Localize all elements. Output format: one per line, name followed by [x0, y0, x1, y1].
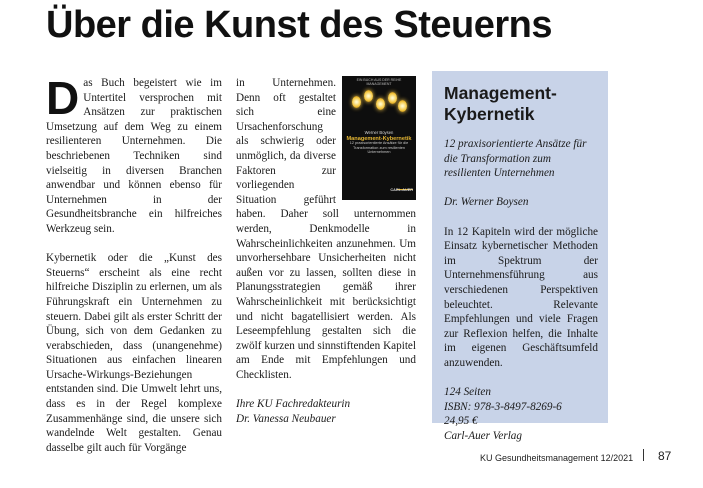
article-paragraph-2-continued-text: in Unternehmen. Denn oft gestaltet sich eine Ursachenforschung als schwierig oder unmöglich, da diverse Faktoren zur vorliegenden Situation geführt haben. Daher soll unternommen werden, Denkmodelle in Wahrscheinlichkeiten anzunehmen. Um unvorhersehbare Unsicherheiten nicht außen vor zu lassen, sollten diese in Planungsstrategien gemäß ihrer Wahrscheinlichkeit mit berücksichtigt und nicht bagatellisiert werden. Als Leseempfehlung gestalten sich die zwölf kurzen und sinnstiftenden Kapitel am Ende mit Empfehlungen und Checklisten. — [236, 77, 416, 381]
article-column-1 — [46, 72, 222, 470]
article-column-2 — [236, 76, 416, 426]
book-cover-image — [342, 76, 416, 200]
drop-cap: D — [46, 72, 80, 124]
signature — [236, 397, 416, 426]
page-title: Über die Kunst des Steuerns — [46, 4, 552, 46]
signature-name: Dr. Vanessa Neubauer — [236, 412, 336, 425]
book-price: 24,95 € — [444, 415, 478, 428]
book-description: In 12 Kapiteln wird der mögliche Einsatz kybernetischer Methoden im Spektrum der Unternehmensführung aus verschiedenen Perspektiven beleuchtet. Relevante Empfehlungen und viele Fragen zur Reflexion helfen, die Inhalte im eigenen Geschäftsumfeld anzuwenden. — [444, 225, 598, 369]
article-paragraph-2-text: Kybernetik oder die „Kunst des Steuerns“ erscheint als eine recht hilfreiche Disziplin zu erlernen, um als Führungskraft ein Unternehmen zu steuern. Dabei gilt als erster Schritt der Übung, sich von dem Gedanken zu verabschieden, dass (unangenehme) Situationen aus einfachen linearen Ursache-Wirkungs-Beziehungen entstanden sind. Die Umwelt lehrt uns, dass es in der Regel komplexe Zusammenhänge sind, die unsere sich wandelnde Welt gestalten. Genau dasselbe gilt auch für Vorgänge — [46, 252, 222, 454]
book-info-box — [432, 71, 608, 442]
article-paragraph-2-start — [46, 251, 222, 455]
journal-name: KU Gesundheitsmanagement 12/2021 — [480, 453, 634, 463]
signature-role: Ihre KU Fachredakteurin — [236, 398, 351, 411]
page-number: 87 — [658, 449, 672, 463]
book-pages: 124 Seiten — [444, 386, 491, 399]
cover-author: Werner Boysen — [364, 130, 394, 135]
book-publisher: Carl-Auer Verlag — [444, 429, 522, 442]
light-bulbs-icon — [350, 86, 408, 116]
book-isbn: ISBN: 978-3-8497-8269-6 — [444, 400, 562, 413]
book-title: Management-Kybernetik — [444, 83, 557, 124]
footer-divider — [643, 449, 644, 461]
book-author: Dr. Werner Boysen — [444, 196, 529, 209]
book-subtitle: 12 praxisorientierte Ansätze für die Transformation zum resilienten Unternehmen — [444, 138, 587, 180]
cover-subtitle: 12 praxisorientierte Ansätze für die Transformation zum resilienten Unternehmen — [349, 141, 409, 155]
article-paragraph-1-text: as Buch begeistert wie im Untertitel versprochen mit Ansätzen zur praktischen Umsetzung auf dem Weg zu einem resilienteren Unternehmen. Die beschriebenen Techniken sind vielseitig in diversen Branchen anwendbar und können ebenso für Unternehmen in der Gesundheitsbranche ein hilfreiches Werkzeug sein. — [46, 77, 222, 235]
book-meta — [444, 385, 598, 443]
cover-title: Management-Kybernetik — [346, 136, 412, 142]
article-paragraph-1 — [46, 72, 222, 237]
cover-publisher-logo: CARL-AUER — [390, 188, 413, 193]
cover-series-text: EIN BUCH AUS DER REIHE MANAGEMENT — [356, 78, 402, 86]
